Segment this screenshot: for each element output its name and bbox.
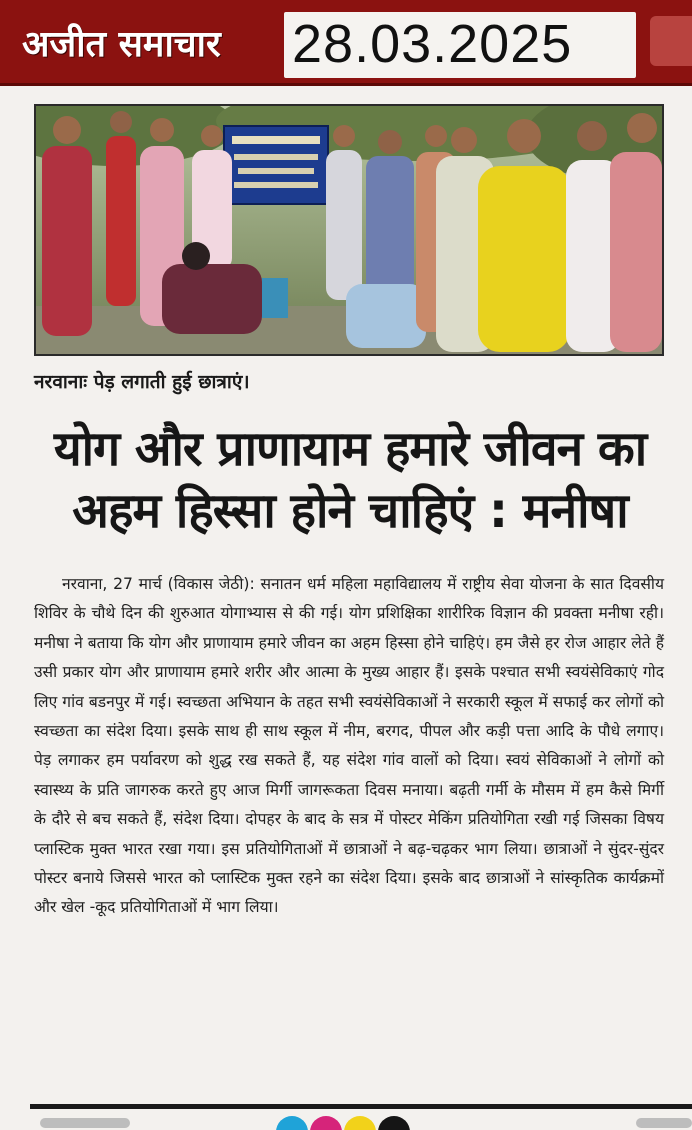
- headline-line-2: अहम हिस्सा होने चाहिएं : मनीषा: [72, 483, 628, 539]
- registration-magenta-mark: [310, 1116, 342, 1130]
- footer-bar-right: [636, 1118, 692, 1128]
- headline-line-1: योग और प्राणायाम हमारे जीवन का: [53, 421, 647, 477]
- news-photo: [34, 104, 664, 356]
- newspaper-name: अजीत समाचार: [22, 24, 221, 65]
- photo-of-students-planting-tree-icon: [36, 106, 662, 354]
- publication-date: 28.03.2025: [292, 14, 573, 74]
- masthead: [0, 0, 692, 86]
- masthead-tab: [650, 16, 692, 66]
- article-paragraph: नरवाना, 27 मार्च (विकास जेठी): सनातन धर्म महिला महाविद्यालय में राष्ट्रीय सेवा योजना के सात दिवसीय शिविर के चौथे दिन की शुरुआत योगाभ्यास से की गई। योग प्रशिक्षिका शारीरिक विज्ञान की प्रवक्ता मनीषा रही। मनीषा ने बताया कि योग और प्राणायाम हमारे जीवन का अहम हिस्सा होने चाहिएं। हम जैसे हर रोज आहार लेते हैं उसी प्रकार योग और प्राणायाम हमारे शरीर और आत्मा के मुख्य आहार हैं। इसके पश्चात सभी स्वयंसेविकाएं गोद लिए गांव बडनपुर में गई। स्वच्छता अभियान के तहत सभी स्वयंसेविकाओं ने सरकारी स्कूल में सफाई कर लोगों को स्वच्छता का संदेश दिया। इसके साथ ही साथ स्कूल में नीम, बरगद, पीपल और कड़ी पत्ता आदि के पौधे लगाए। पेड़ लगाकर हम पर्यावरण को शुद्ध रख सकते हैं, यह संदेश गांव वालों को दिया। स्वयं सेविकाओं ने लोगों को स्वास्थ्य के प्रति जागरुक करते हुए आज मिर्गी जागरूकता दिवस मनाया। बढ़ती गर्मी के मौसम में हम कैसे मिर्गी के दौरे से बच सकते हैं, संदेश दिया। दोपहर के बाद के सत्र में पोस्टर मेकिंग प्रतियोगिता रखी गई जिसका विषय प्लास्टिक मुक्त भारत रखा गया। इस प्रतियोगिताओं में छात्राओं ने बढ़-चढ़कर भाग लिया। छात्राओं ने सुंदर-सुंदर पोस्टर बनाये जिससे भारत को प्लास्टिक मुक्त रहने का संदेश दिया। इसके बाद छात्राओं ने सांस्कृतिक कार्यक्रमों और खेल -कूद प्रतियोगिताओं में भाग लिया।: [34, 575, 664, 917]
- registration-cyan-mark: [276, 1116, 308, 1130]
- registration-marks: [276, 1116, 412, 1130]
- headline: [20, 418, 680, 542]
- registration-yellow-mark: [344, 1116, 376, 1130]
- registration-black-mark: [378, 1116, 410, 1130]
- article-body: [34, 570, 664, 923]
- bottom-rule: [30, 1104, 692, 1109]
- photo-caption: नरवानाः पेड़ लगाती हुई छात्राएं।: [34, 371, 250, 393]
- footer-bar-left: [40, 1118, 130, 1128]
